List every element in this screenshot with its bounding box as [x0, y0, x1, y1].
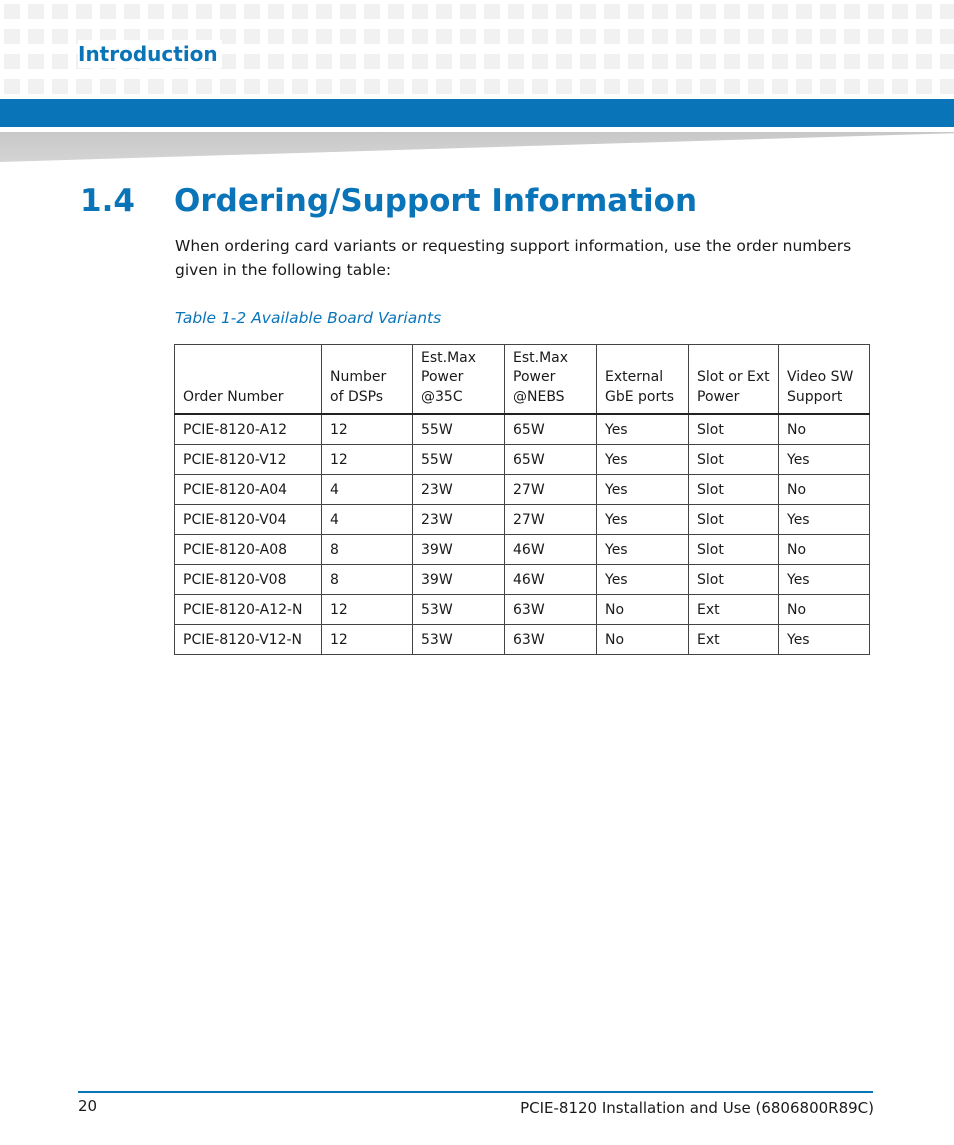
cell-order-number: PCIE-8120-A08: [175, 535, 322, 565]
cell-gbe-ports: Yes: [597, 535, 689, 565]
cell-gbe-ports: Yes: [597, 565, 689, 595]
table-row: [175, 625, 870, 655]
cell-video-sw: Yes: [779, 505, 870, 535]
cell-order-number: PCIE-8120-A04: [175, 475, 322, 505]
cell-power-nebs: 46W: [505, 565, 597, 595]
table-header-row: [175, 345, 870, 415]
cell-video-sw: No: [779, 595, 870, 625]
cell-video-sw: No: [779, 475, 870, 505]
cell-order-number: PCIE-8120-V08: [175, 565, 322, 595]
cell-dsps: 12: [322, 625, 413, 655]
cell-power-source: Ext: [689, 595, 779, 625]
cell-power-nebs: 63W: [505, 595, 597, 625]
cell-gbe-ports: No: [597, 625, 689, 655]
cell-power-35c: 39W: [413, 565, 505, 595]
cell-gbe-ports: Yes: [597, 475, 689, 505]
cell-order-number: PCIE-8120-A12-N: [175, 595, 322, 625]
cell-power-35c: 53W: [413, 595, 505, 625]
cell-power-35c: 55W: [413, 414, 505, 445]
cell-power-source: Ext: [689, 625, 779, 655]
table-caption: Table 1-2 Available Board Variants: [175, 309, 442, 327]
table-row: [175, 595, 870, 625]
header-blue-bar: [0, 99, 954, 127]
cell-video-sw: Yes: [779, 565, 870, 595]
header-slot-or-ext-power: Slot or Ext Power: [689, 345, 779, 415]
header-est-max-power-35c: Est.Max Power @35C: [413, 345, 505, 415]
cell-power-nebs: 27W: [505, 505, 597, 535]
intro-paragraph: When ordering card variants or requesting support information, use the order numbers given in the following table:: [175, 237, 852, 279]
cell-gbe-ports: No: [597, 595, 689, 625]
cell-power-35c: 39W: [413, 535, 505, 565]
footer-rule: [78, 1091, 873, 1093]
cell-power-35c: 23W: [413, 475, 505, 505]
section-label: Introduction: [78, 40, 222, 68]
cell-video-sw: Yes: [779, 445, 870, 475]
cell-gbe-ports: Yes: [597, 505, 689, 535]
cell-order-number: PCIE-8120-A12: [175, 414, 322, 445]
footer-doc-title: PCIE-8120 Installation and Use (6806800R89C): [520, 1099, 874, 1117]
table-row: [175, 445, 870, 475]
cell-power-source: Slot: [689, 414, 779, 445]
cell-video-sw: No: [779, 414, 870, 445]
cell-dsps: 4: [322, 505, 413, 535]
header-gray-wedge: [0, 132, 954, 162]
cell-order-number: PCIE-8120-V04: [175, 505, 322, 535]
table-row: [175, 414, 870, 445]
cell-power-nebs: 46W: [505, 535, 597, 565]
table-row: [175, 505, 870, 535]
cell-order-number: PCIE-8120-V12: [175, 445, 322, 475]
cell-dsps: 8: [322, 535, 413, 565]
cell-power-35c: 23W: [413, 505, 505, 535]
cell-power-35c: 53W: [413, 625, 505, 655]
cell-power-nebs: 27W: [505, 475, 597, 505]
cell-power-source: Slot: [689, 535, 779, 565]
cell-dsps: 8: [322, 565, 413, 595]
cell-dsps: 12: [322, 445, 413, 475]
table-row: [175, 475, 870, 505]
header-external-gbe-ports: External GbE ports: [597, 345, 689, 415]
cell-power-35c: 55W: [413, 445, 505, 475]
section-title: Ordering/Support Information: [174, 183, 698, 219]
cell-video-sw: Yes: [779, 625, 870, 655]
table-row: [175, 535, 870, 565]
cell-power-source: Slot: [689, 445, 779, 475]
cell-video-sw: No: [779, 535, 870, 565]
cell-dsps: 12: [322, 595, 413, 625]
cell-order-number: PCIE-8120-V12-N: [175, 625, 322, 655]
header-order-number: Order Number: [175, 345, 322, 415]
header-video-sw-support: Video SW Support: [779, 345, 870, 415]
cell-gbe-ports: Yes: [597, 445, 689, 475]
cell-dsps: 4: [322, 475, 413, 505]
cell-dsps: 12: [322, 414, 413, 445]
cell-power-source: Slot: [689, 505, 779, 535]
cell-gbe-ports: Yes: [597, 414, 689, 445]
page-number: 20: [78, 1097, 98, 1115]
cell-power-source: Slot: [689, 475, 779, 505]
cell-power-source: Slot: [689, 565, 779, 595]
header-est-max-power-nebs: Est.Max Power @NEBS: [505, 345, 597, 415]
table-row: [175, 565, 870, 595]
board-variants-table: [174, 344, 870, 655]
cell-power-nebs: 63W: [505, 625, 597, 655]
cell-power-nebs: 65W: [505, 414, 597, 445]
cell-power-nebs: 65W: [505, 445, 597, 475]
section-number: 1.4: [80, 183, 135, 219]
section-heading: [80, 178, 697, 224]
header-number-of-dsps: Number of DSPs: [322, 345, 413, 415]
